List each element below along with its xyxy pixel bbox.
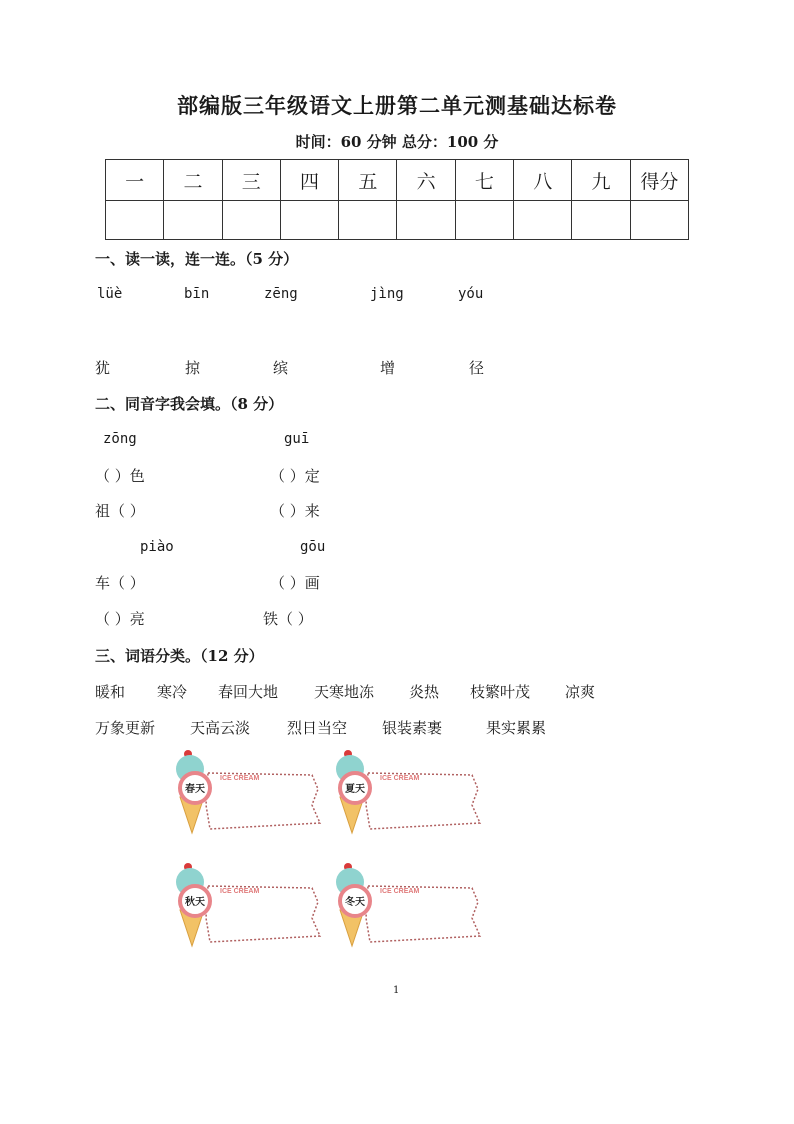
pinyin-1: lüè	[97, 286, 123, 302]
section-2-heading: 二、同音字我会填。（8 分）	[95, 395, 284, 413]
pinyin-gui: guī	[284, 431, 310, 447]
banner-label: ICE CREAM	[380, 888, 420, 895]
section-3-heading: 三、词语分类。（12 分）	[95, 647, 264, 665]
banner-label: ICE CREAM	[380, 775, 420, 782]
word-item: 天高云淡	[190, 719, 251, 737]
score-blank-cell[interactable]	[106, 201, 164, 240]
fill-blank-piao-1[interactable]: 车（ ）	[95, 574, 145, 592]
word-item: 银装素裹	[382, 719, 443, 737]
season-label: 春天	[185, 784, 205, 795]
score-header-cell: 四	[280, 160, 338, 201]
score-header-cell: 一	[106, 160, 164, 201]
score-blank-cell[interactable]	[455, 201, 513, 240]
fill-blank-gui-1[interactable]: （ ）定	[270, 467, 320, 485]
char-5: 径	[469, 359, 485, 377]
pinyin-2: bīn	[184, 286, 210, 302]
score-header-cell: 三	[222, 160, 280, 201]
word-item: 枝繁叶茂	[470, 683, 531, 701]
score-header-cell: 五	[339, 160, 397, 201]
banner-label: ICE CREAM	[220, 888, 260, 895]
pinyin-zong: zōng	[103, 431, 137, 447]
page-number: 1	[393, 985, 400, 996]
pinyin-gou: gōu	[300, 539, 326, 555]
fill-blank-gou-2[interactable]: 铁（ ）	[263, 610, 313, 628]
ice-cream-box-summer[interactable]	[255, 745, 565, 835]
char-4: 增	[380, 359, 396, 377]
word-item: 烈日当空	[287, 719, 348, 737]
word-item: 炎热	[409, 683, 440, 701]
char-2: 掠	[185, 359, 201, 377]
pinyin-4: jìng	[370, 286, 404, 302]
score-header-cell: 二	[164, 160, 222, 201]
word-item: 暖和	[95, 683, 126, 701]
season-label: 夏天	[345, 784, 365, 795]
fill-blank-zong-1[interactable]: （ ）色	[95, 467, 145, 485]
score-header-cell: 七	[455, 160, 513, 201]
word-item: 万象更新	[95, 719, 156, 737]
score-header-cell: 八	[514, 160, 572, 201]
banner-label: ICE CREAM	[220, 775, 260, 782]
score-blank-cell[interactable]	[572, 201, 630, 240]
pinyin-3: zēng	[264, 286, 298, 302]
ice-cream-box-winter[interactable]	[255, 858, 565, 948]
pinyin-piao: piào	[140, 539, 174, 555]
char-1: 犹	[95, 359, 111, 377]
score-header-cell: 九	[572, 160, 630, 201]
score-blank-cell[interactable]	[630, 201, 688, 240]
score-header-cell: 得分	[630, 160, 688, 201]
score-blank-cell[interactable]	[280, 201, 338, 240]
season-label: 冬天	[345, 897, 365, 908]
fill-blank-gou-1[interactable]: （ ）画	[270, 574, 320, 592]
word-item: 春回大地	[218, 683, 279, 701]
section-1-heading: 一、读一读，连一连。（5 分）	[95, 250, 299, 268]
char-3: 缤	[273, 359, 289, 377]
fill-blank-piao-2[interactable]: （ ）亮	[95, 610, 145, 628]
pinyin-5: yóu	[458, 286, 484, 302]
score-blank-cell[interactable]	[397, 201, 455, 240]
exam-info: 时间：60 分钟 总分：100 分	[295, 133, 499, 151]
fill-blank-gui-2[interactable]: （ ）来	[270, 502, 320, 520]
word-item: 凉爽	[565, 683, 596, 701]
score-table	[105, 159, 689, 240]
score-blank-cell[interactable]	[339, 201, 397, 240]
season-label: 秋天	[185, 897, 205, 908]
score-blank-cell[interactable]	[222, 201, 280, 240]
score-blank-cell[interactable]	[164, 201, 222, 240]
word-item: 寒冷	[157, 683, 188, 701]
page-title: 部编版三年级语文上册第二单元测基础达标卷	[177, 93, 617, 118]
fill-blank-zong-2[interactable]: 祖（ ）	[95, 502, 145, 520]
score-table-blank-row	[106, 201, 689, 240]
word-item: 天寒地冻	[314, 683, 375, 701]
score-header-cell: 六	[397, 160, 455, 201]
score-blank-cell[interactable]	[514, 201, 572, 240]
word-item: 果实累累	[486, 719, 547, 737]
score-table-header-row	[106, 160, 689, 201]
